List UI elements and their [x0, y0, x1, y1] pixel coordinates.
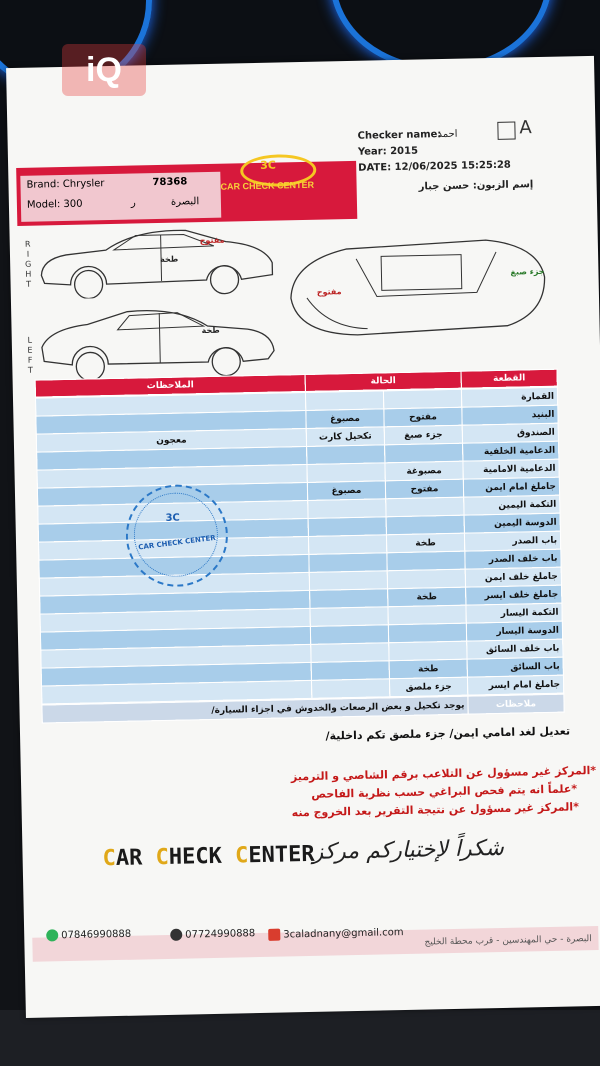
condition-cell-1	[387, 551, 465, 571]
condition-cell-2	[311, 679, 389, 699]
phone-contact[interactable]	[170, 927, 255, 941]
condition-cell-2	[305, 391, 383, 411]
whatsapp-contact[interactable]	[46, 928, 131, 942]
condition-cell-1	[386, 515, 464, 535]
condition-cell-2	[307, 445, 385, 465]
condition-cell-1: مفتوح	[384, 407, 462, 427]
model-text: Model: 300	[26, 198, 83, 211]
header-notes: الملاحظات	[35, 374, 305, 397]
condition-cell-2	[310, 589, 388, 609]
brand-ar: AR	[115, 845, 156, 872]
condition-cell-1	[385, 443, 463, 463]
part-cell: باب خلف السائق	[467, 639, 563, 659]
notes-label: ملاحظات	[468, 694, 564, 714]
inspection-rows	[35, 387, 564, 705]
plate-number: 78368	[152, 176, 188, 189]
condition-cell-2	[307, 463, 385, 483]
year-text: Year: 2015	[357, 145, 419, 158]
logo-text: CAR CHECK CENTER	[220, 179, 315, 192]
brand-text: Brand: Chrysler	[26, 178, 105, 191]
condition-cell-1: مفتوح	[385, 479, 463, 499]
condition-cell-1	[387, 569, 465, 589]
condition-cell-1: جزء صبغ	[384, 425, 462, 445]
checkbox-label: A	[519, 117, 532, 139]
inspection-table	[35, 369, 564, 724]
vehicle-info-box	[20, 172, 221, 222]
phone-number: 07724990888	[185, 928, 256, 941]
condition-cell-1: طخة	[388, 587, 466, 607]
stamp-text: CAR CHECK CENTER	[137, 533, 217, 552]
condition-cell-1	[388, 623, 466, 643]
modification-note: تعديل لغد امامي ايمن/ جزء ملصق تكم داخلية/	[325, 724, 571, 743]
part-cell: جاملغ امام ايمن	[463, 477, 559, 497]
part-cell: القمارة	[461, 387, 557, 407]
brand-c1: C	[102, 846, 117, 872]
side-label-right: R I G H T	[24, 239, 32, 289]
address-text: البصرة - حي المهندسين - قرب محطة الخليج	[424, 934, 592, 948]
whatsapp-number: 07846990888	[61, 928, 132, 942]
plate-letter: ر	[130, 197, 136, 209]
part-cell: الدوسة اليسار	[466, 621, 562, 641]
inspection-report-sheet	[6, 56, 600, 1018]
condition-cell-2	[310, 625, 388, 645]
footer-brand	[102, 842, 314, 871]
part-cell: جاملغ خلف ايسر	[466, 585, 562, 605]
whatsapp-icon	[46, 929, 58, 941]
mark-paint-right: طخة	[160, 254, 179, 264]
part-cell: جاملغ خلف ايمن	[465, 567, 561, 587]
condition-cell-2	[311, 643, 389, 663]
condition-cell-1	[389, 641, 467, 661]
header-part: القطعة	[461, 369, 557, 388]
logo-badge: 3C	[260, 158, 277, 172]
condition-cell-1: طخة	[389, 659, 467, 679]
stamp-badge: 3C	[165, 512, 180, 524]
condition-cell-2	[308, 535, 386, 555]
checker-label: Checker name:	[357, 129, 442, 142]
condition-cell-1: طخة	[386, 533, 464, 553]
brand-c3: C	[234, 843, 249, 869]
email-address: 3caladnany@gmail.com	[283, 927, 404, 941]
condition-cell-2	[311, 661, 389, 681]
customer-name: إسم الزبون: حسن جبار	[418, 179, 534, 193]
part-cell: التكمة اليمين	[464, 495, 560, 515]
condition-cell-2	[308, 499, 386, 519]
seat-background	[0, 1010, 600, 1066]
disclaimer-2: *علماً انه يتم فحص البراغي حسب نظرية الفاحص	[311, 782, 578, 801]
condition-cell-1: جزء ملصق	[389, 677, 467, 697]
plate-city: البصرة	[170, 196, 200, 208]
part-cell: الدعامية الخلفية	[463, 441, 559, 461]
notes-cell: معجون	[36, 428, 306, 452]
part-cell: الصندوق	[462, 423, 558, 443]
disclaimer-3: *المركز غير مسؤول عن نتيجة التقرير بعد الخروج منه	[291, 800, 580, 820]
condition-cell-2	[310, 607, 388, 627]
mark-roof-open: مفتوح	[316, 287, 342, 297]
condition-cell-1	[386, 497, 464, 517]
condition-cell-2: تكحيل كارت	[306, 427, 384, 447]
brand-enter: ENTER	[248, 841, 315, 869]
part-cell: باب السائق	[467, 657, 563, 677]
part-cell: التكمة اليسار	[466, 603, 562, 623]
brand-c2: C	[155, 844, 170, 871]
mark-open: مفتوح	[199, 235, 225, 246]
part-cell: الدوسة اليمين	[464, 513, 560, 533]
mark-rear: جزء صبغ	[510, 266, 545, 277]
part-cell: باب خلف الصدر	[465, 549, 561, 569]
brand-heck: HECK	[168, 843, 236, 870]
car-left-side-diagram	[37, 303, 278, 380]
date-text: DATE: 12/06/2025 15:25:28	[358, 159, 511, 174]
checker-value: احمد	[437, 128, 458, 141]
condition-cell-2: مصبوغ	[307, 481, 385, 501]
part-cell: جاملغ امام ايسر	[467, 675, 563, 695]
condition-cell-1: مصبوغة	[385, 461, 463, 481]
disclaimer-1: *المركز غير مسؤول عن التلاعب برقم الشاصي و الترميز	[290, 763, 597, 784]
notes-value: يوجد تكحيل و بعض الرصعات والخدوش في اجزاء السيارة/	[42, 696, 468, 723]
header-condition: الحالة	[305, 371, 461, 391]
gmail-icon	[268, 929, 280, 941]
condition-cell-2	[309, 571, 387, 591]
phone-icon	[170, 929, 182, 941]
side-label-left: L E F T	[27, 335, 33, 375]
part-cell: باب الصدر	[464, 531, 560, 551]
condition-cell-2	[309, 553, 387, 573]
checkbox	[497, 122, 515, 140]
condition-cell-1	[388, 605, 466, 625]
condition-cell-1	[383, 389, 461, 409]
thanks-text: شكراً لإختياركم مركز	[312, 835, 505, 865]
mark-paint-left: طخة	[201, 325, 220, 336]
watermark-logo: iQ	[62, 44, 146, 96]
condition-cell-2: مصبوغ	[306, 409, 384, 429]
part-cell: البنيد	[462, 405, 558, 425]
part-cell: الدعامية الامامية	[463, 459, 559, 479]
car-right-side-diagram	[35, 223, 276, 300]
condition-cell-2	[308, 517, 386, 537]
